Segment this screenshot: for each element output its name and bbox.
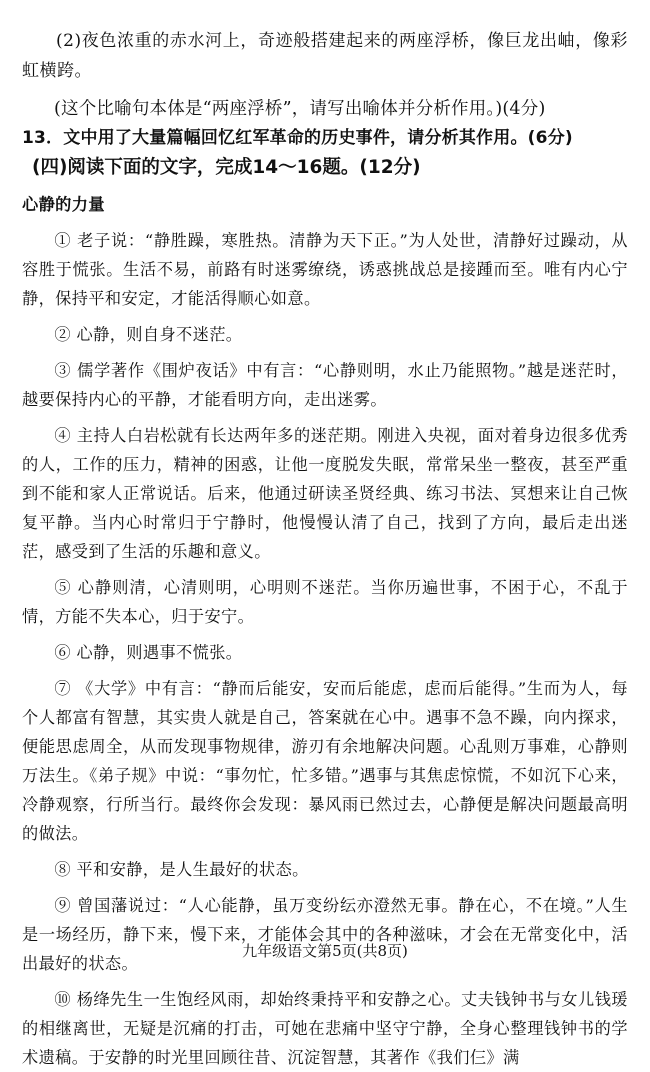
question-13: 13．文中用了大量篇幅回忆红军革命的历史事件，请分析其作用。(6分) bbox=[22, 128, 573, 148]
article-paragraph-1: ① 老子说：“静胜躁，寒胜热。清静为天下正。”为人处世，清静好过躁动，从容胜于慌张。生活不易，前路有时迷雾缭绕，诱惑挑战总是接踵而至。唯有内心宁静，保持平和安定，才能活得顺心如意。 bbox=[22, 231, 628, 308]
article-paragraph-2: ② 心静，则自身不迷茫。 bbox=[54, 325, 243, 344]
article-paragraph-9: ⑨ 曾国藩说过：“人心能静，虽万变纷纭亦澄然无事。静在心，不在境。”人生是一场经历，静下来，慢下来，才能体会其中的各种滋味，才会在无常变化中，活出最好的状态。 bbox=[22, 896, 628, 973]
article-paragraph-8: ⑧ 平和安静，是人生最好的状态。 bbox=[54, 860, 309, 879]
page-footer: 九年级语文第5页(共8页) bbox=[242, 942, 408, 960]
article-paragraph-4: ④ 主持人白岩松就有长达两年多的迷茫期。刚进入央视，面对着身边很多优秀的人，工作的压力，精神的困惑，让他一度脱发失眠，常常呆坐一整夜，甚至严重到不能和家人正常说话。后来，他通过研读圣贤经典、练习书法、冥想来让自己恢复平静。当内心时常归于宁静时，他慢慢认清了自己，找到了方向，最后走出迷茫，感受到了生活的乐趣和意义。 bbox=[22, 426, 628, 561]
article-paragraph-6: ⑥ 心静，则遇事不慌张。 bbox=[54, 643, 243, 662]
article-paragraph-10: ⑩ 杨绛先生一生饱经风雨，却始终秉持平和安静之心。丈夫钱钟书与女儿钱瑗的相继离世，无疑是沉痛的打击，可她在悲痛中坚守宁静，全身心整理钱钟书的学术遗稿。于安静的时光里回顾往昔、沉淀智慧，其著作《我们仨》满 bbox=[22, 990, 628, 1067]
section-heading: (四)阅读下面的文字，完成14～16题。(12分) bbox=[32, 157, 421, 178]
article-paragraph-7: ⑦ 《大学》中有言：“静而后能安，安而后能虑，虑而后能得。”生而为人，每个人都富有智慧，其实贵人就是自己，答案就在心中。遇事不急不躁，向内探求，便能思虑周全，从而发现事物规律，游刃有余地解决问题。心乱则万事难，心静则万法生。《弟子规》中说：“事勿忙，忙多错。”遇事与其焦虑惊慌，不如沉下心来，冷静观察，行所当行。最终你会发现：暴风雨已然过去，心静便是解决问题最高明的做法。 bbox=[22, 679, 628, 843]
q12-task: (这个比喻句本体是“两座浮桥”，请写出喻体并分析作用。)(4分) bbox=[54, 99, 546, 119]
article-paragraph-3: ③ 儒学著作《围炉夜话》中有言：“心静则明，水止乃能照物。”越是迷茫时，越要保持内心的平静，才能看明方向，走出迷雾。 bbox=[22, 361, 628, 409]
article-title: 心静的力量 bbox=[22, 195, 105, 214]
q12-sentence: (2)夜色浓重的赤水河上，奇迹般搭建起来的两座浮桥，像巨龙出岫，像彩虹横跨。 bbox=[22, 31, 628, 81]
article-paragraph-5: ⑤ 心静则清，心清则明，心明则不迷茫。当你历遍世事，不困于心，不乱于情，方能不失本心，归于安宁。 bbox=[22, 578, 628, 626]
